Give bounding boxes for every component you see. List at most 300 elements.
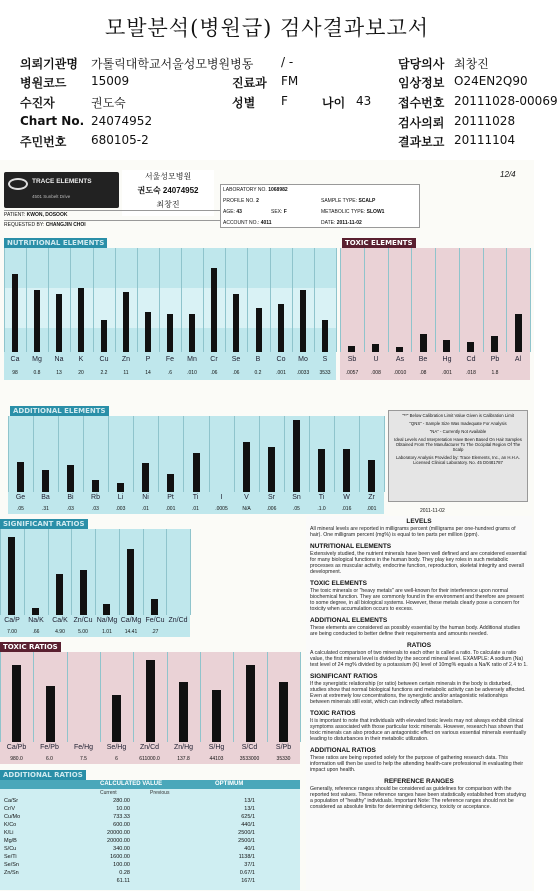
label-s/pb: S/Pb (275, 744, 292, 751)
label-al: Al (514, 356, 522, 363)
receipt-value: 20111028-00069 (454, 94, 558, 108)
label-ca/k: Ca/K (52, 617, 68, 624)
bar-v (243, 442, 250, 492)
grid-line (95, 529, 96, 615)
clinical-label: 임상정보 (398, 76, 445, 90)
interp-text-7: These ratios are being reported solely for the purpose of gathering research data. This information will then be used to help the attending health-care professional in evaluating their impact upon health. (310, 755, 524, 773)
bar-sr (268, 447, 275, 492)
value-14: 3533 (319, 370, 331, 376)
grid-line (270, 248, 271, 352)
value-6: 14 (145, 370, 151, 376)
grid-line (459, 248, 460, 352)
value-8: .010 (187, 370, 197, 376)
interp-text-8: Generally, reference ranges should be considered as guidelines for comparison with the reported test values. These reference ranges have been statistically established from studying a population of "healthy" individuals. Important Note: The reference ranges should not be considered as absolute limits for determining deficiency, toxicity or acceptance. (310, 786, 526, 810)
significant-section-title: SIGNIFICANT RATIOS (0, 519, 88, 529)
interp-heading-1: NUTRITIONAL ELEMENTS (310, 543, 392, 550)
label-i: I (220, 494, 223, 501)
stamp-hospital: 서울성모병원 (144, 172, 192, 181)
age-label: 나이 (322, 96, 346, 110)
bar-ti (193, 453, 200, 492)
ratio-current: 20000.00 (107, 838, 130, 844)
exam-request-value: 20111028 (454, 114, 516, 128)
bar-ni (142, 463, 149, 492)
bar-w (343, 449, 350, 492)
grid-line (233, 652, 234, 742)
grid-line (24, 529, 25, 615)
grid-line (225, 248, 226, 352)
bar-na/k (32, 608, 39, 615)
grid-line (336, 248, 337, 352)
grid-line (166, 529, 167, 615)
label-ca/mg: Ca/Mg (120, 617, 142, 624)
label-w: W (343, 494, 350, 501)
receipt-label: 접수번호 (398, 96, 445, 110)
ratio-current: 280.00 (113, 798, 130, 804)
grid-line (209, 416, 210, 492)
current-header: Current (100, 790, 117, 796)
value-0: 7.00 (7, 629, 17, 635)
ratio-optimum: 440/1 (241, 822, 255, 828)
lab-logo (4, 172, 119, 208)
legend-line-2: "QNS" - Sample Size Was Inadequate For Analysis (409, 421, 507, 426)
value-1: .31 (42, 506, 49, 512)
ratio-optimum: 40/1 (244, 846, 255, 852)
lab-date: 2011-11-02 (336, 220, 362, 226)
bar-ca/mg (127, 549, 134, 615)
value-0: 980.0 (10, 756, 23, 762)
legend-line-4: Ideal Levels And Interpretation Have Been Based On Hair Samples Obtained From The Manufacturer To The Occipital Region Of The Scalp (394, 437, 522, 452)
grid-line (309, 416, 310, 492)
result-report-value: 20111104 (454, 133, 516, 147)
value-3: 20 (78, 370, 84, 376)
bar-ca/pb (12, 665, 21, 742)
account-no: 4011 (260, 220, 272, 226)
significant-chart (0, 529, 190, 637)
bar-zr (368, 460, 375, 492)
grid-line (115, 248, 116, 352)
grid-line (119, 529, 120, 615)
ratio-name: S/Cu (4, 846, 17, 852)
grid-line (292, 248, 293, 352)
label-ge: Ge (15, 494, 26, 501)
reg-no-value: 680105-2 (91, 133, 149, 147)
grid-line (259, 416, 260, 492)
toxic-section-title: TOXIC ELEMENTS (342, 238, 416, 248)
bar-ge (17, 462, 24, 492)
bar-b (256, 308, 262, 352)
patient-row: PATIENT: KWON, DOSOOK (4, 210, 220, 219)
bar-zn (123, 292, 129, 352)
value-0: .05 (17, 506, 24, 512)
requested-row: REQUESTED BY: CHANGJIN CHOI (4, 220, 220, 229)
interp-heading-7: ADDITIONAL RATIOS (310, 747, 376, 754)
grid-line (267, 652, 268, 742)
ratio-optimum: 1138/1 (238, 854, 255, 860)
doctor-value: 최창진 (454, 57, 489, 71)
grid-line (384, 416, 385, 492)
grid-line (133, 416, 134, 492)
clinical-value: O24EN2Q90 (454, 74, 528, 88)
dept-value: FM (281, 74, 299, 88)
bar-ca (12, 274, 18, 352)
ratio-optimum: 625/1 (241, 814, 255, 820)
nutritional-section-title: NUTRITIONAL ELEMENTS (4, 238, 107, 248)
label-fe/pb: Fe/Pb (40, 744, 59, 751)
institution-label: 의뢰기관명 (20, 57, 78, 71)
bar-zn/hg (179, 682, 188, 742)
grid-line (411, 248, 412, 352)
grid-line (200, 652, 201, 742)
interp-text-1: Extensively studied, the nutrient minerals have been well defined and are considered essential for many biological functions in the human body. They play key roles in such metabolic processes as muscular activity, endocrine function, reproduction, skeletal integrity and overall development. (310, 551, 527, 575)
grid-line (284, 416, 285, 492)
report-title: 모발분석(병원급) 검사결과보고서 (104, 16, 430, 40)
ratio-current: 10.00 (116, 806, 130, 812)
bar-zn/cu (80, 570, 87, 615)
interp-text-2: The toxic minerals or "heavy metals" are well-known for their interference upon normal biochemical function. They are commonly found in the environment and therefore are present to some degree, in all biological systems. However, these metals clearly pose a concern for toxicity when accumulation occurs to excess. (310, 588, 524, 612)
grid-line (190, 529, 191, 615)
grid-line (203, 248, 204, 352)
toxic-ratios-chart (0, 652, 300, 764)
value-12: .001 (276, 370, 286, 376)
grid-line (388, 248, 389, 352)
label-li: Li (117, 494, 124, 501)
legend-line-3: "NA" - Currently Not Available (429, 429, 487, 434)
value-0: 98 (12, 370, 18, 376)
reg-no-label: 주민번호 (20, 135, 67, 149)
interp-heading-4: RATIOS (406, 642, 432, 649)
label-bi: Bi (67, 494, 74, 501)
value-1: .66 (32, 629, 40, 635)
grid-line (506, 248, 507, 352)
value-2: 4.90 (55, 629, 65, 635)
label-ni: Ni (142, 494, 149, 501)
grid-line (58, 416, 59, 492)
ratio-current: 733.33 (113, 814, 130, 820)
interp-heading-3: ADDITIONAL ELEMENTS (310, 617, 388, 624)
value-2: .0010 (393, 370, 407, 376)
label-zn: Zn (121, 356, 131, 363)
nutritional-chart (4, 248, 336, 380)
label-mg: Mg (32, 356, 42, 363)
value-5: 137.8 (177, 756, 190, 762)
label-fe/hg: Fe/Hg (73, 744, 94, 751)
bar-s/pb (279, 682, 288, 742)
metabolic-type: SLOW1 (366, 209, 385, 215)
label-mn: Mn (187, 356, 197, 363)
lab-age: 43 (236, 209, 242, 215)
label-sr: Sr (268, 494, 275, 501)
margin-note: 12/4 (500, 170, 516, 179)
value-13: .0033 (296, 370, 310, 376)
bar-s/hg (212, 690, 221, 742)
ratio-optimum: 37/1 (244, 862, 255, 868)
bar-mg (34, 290, 40, 352)
interp-heading-0: LEVELS (406, 518, 432, 525)
grid-line (181, 248, 182, 352)
bar-rb (92, 480, 99, 492)
bar-fe/pb (46, 686, 55, 742)
grid-line (483, 248, 484, 352)
value-9: .06 (210, 370, 218, 376)
label-hg: Hg (442, 356, 452, 363)
lab-address: 4501 Sunbelt Drive (32, 194, 71, 199)
value-4: 1.01 (102, 629, 112, 635)
bar-mn (189, 314, 195, 352)
sample-type: SCALP (358, 198, 376, 204)
lab-no: 1068982 (268, 187, 288, 193)
grid-line (340, 248, 341, 352)
grid-line (71, 529, 72, 615)
value-2: 13 (56, 370, 62, 376)
value-2: 7.5 (80, 756, 87, 762)
label-ca/p: Ca/P (4, 617, 20, 624)
grid-line (70, 248, 71, 352)
logo-text: TRACE ELEMENTS (32, 178, 92, 185)
label-b: B (255, 356, 261, 363)
label-cr: Cr (210, 356, 218, 363)
grid-line (359, 416, 360, 492)
grid-line (435, 248, 436, 352)
stamp-doctor: 최창진 (156, 200, 180, 209)
label-mo: Mo (298, 356, 308, 363)
ratio-optimum: 13/1 (244, 806, 255, 812)
chart-no-value: 24074952 (91, 114, 153, 128)
toxic-ratios-section-title: TOXIC RATIOS (0, 642, 61, 652)
value-6: .27 (151, 629, 159, 635)
bar-co (278, 304, 284, 352)
label-ti: Ti (192, 494, 199, 501)
lab-sex: F (283, 209, 287, 215)
bar-u (372, 344, 379, 352)
value-12: .1.0 (317, 506, 326, 512)
label-sb: Sb (347, 356, 357, 363)
label-sn: Sn (292, 494, 301, 501)
ratio-name: Se/Ti (4, 854, 17, 860)
bar-fe (167, 314, 173, 352)
bar-s/cd (246, 665, 255, 742)
label-na/mg: Na/Mg (96, 617, 118, 624)
label-zn/cd: Zn/Cd (168, 617, 188, 624)
interp-text-6: It is important to note that individuals with elevated toxic levels may not always exhibit clinical symptoms associated with those particular toxic minerals. However, research has shown that toxic minerals can also produce an antagonistic effect on various essential minerals eventually leading to disturbances in their metabolic utilization. (310, 718, 527, 742)
grid-line (158, 416, 159, 492)
bar-ca/k (56, 574, 63, 615)
value-3: 5.00 (78, 629, 88, 635)
bar-p (145, 312, 151, 352)
previous-header: Previous (150, 790, 170, 796)
ratio-name: K/Co (4, 822, 17, 828)
bar-na/mg (103, 604, 110, 615)
grid-line (167, 652, 168, 742)
value-6: 1.8 (491, 370, 499, 376)
label-as: As (395, 356, 405, 363)
value-4: .001 (442, 370, 452, 376)
grid-line (48, 248, 49, 352)
interp-text-5: If the synergistic relationship (or ratio) between certain minerals in the body is disturbed, studies show that normal biological functions and metabolic activity can be adversely affected. Even at extremely low concentrations, the synergistic and/or antagonistic relationships between minerals still exist, which can indirectly affect metabolism. (310, 681, 526, 705)
ratio-name: Zn/Sn (4, 870, 19, 876)
label-na/k: Na/K (28, 617, 44, 624)
label-u: U (373, 356, 379, 363)
label-fe/cu: Fe/Cu (145, 617, 165, 624)
ratio-optimum: 2500/1 (238, 830, 255, 836)
interp-text-3: These elements are considered as possibly essential by the human body. Additional studies are being conducted to better define their requirements and amounts needed. (310, 625, 521, 637)
label-se/hg: Se/Hg (106, 744, 127, 751)
grid-line (133, 652, 134, 742)
bar-ca/p (8, 537, 15, 615)
additional-ratios-section-title: ADDITIONAL RATIOS (0, 770, 86, 780)
bar-ba (42, 470, 49, 492)
value-6: 44103 (209, 756, 224, 762)
value-9: N/A (242, 506, 251, 512)
ratio-current: 340.00 (113, 846, 130, 852)
bar-cr (211, 268, 217, 352)
grid-line (314, 248, 315, 352)
dept-label: 진료과 (232, 76, 267, 90)
interpretation-panel (306, 516, 532, 890)
ratio-optimum: 0.67/1 (239, 870, 255, 876)
bar-s (322, 320, 328, 352)
label-zn/cd: Zn/Cd (139, 744, 160, 751)
label-s: S (322, 356, 328, 363)
chart-no-label: Chart No. (20, 114, 85, 128)
ratio-name: Se/Sn (4, 862, 19, 868)
value-5: 14.41 (124, 629, 138, 635)
additional-chart (8, 416, 384, 514)
value-7: .6 (167, 370, 173, 376)
bar-bi (67, 465, 74, 492)
patient-name-value: 권도숙 (91, 96, 126, 110)
value-8: 35330 (276, 756, 291, 762)
label-pb: Pb (490, 356, 500, 363)
bar-k (78, 288, 84, 352)
label-se: Se (231, 356, 241, 363)
grid-line (33, 652, 34, 742)
interp-heading-5: SIGNIFICANT RATIOS (310, 673, 378, 680)
label-zr: Zr (368, 494, 375, 501)
ratio-name: Cu/Mo (4, 814, 21, 820)
label-s/cd: S/Cd (241, 744, 258, 751)
doctor-label: 담당의사 (398, 57, 445, 71)
interp-text-0: All mineral levels are reported in milligrams percent (milligrams per one-hundred grams of hair). One milligram percent (mg%) is equal to ten parts per million (ppm). (310, 526, 516, 538)
ratio-optimum: 13/1 (244, 798, 255, 804)
grid-line (67, 652, 68, 742)
grid-line (83, 416, 84, 492)
value-6: .001 (165, 506, 176, 512)
label-co: Co (276, 356, 286, 363)
ratio-name: Cr/V (4, 806, 15, 812)
patient-name: KWON, DOSOOK (26, 212, 68, 218)
label-s/hg: S/Hg (208, 744, 225, 751)
bar-li (117, 483, 124, 492)
result-report-label: 결과보고 (398, 135, 445, 149)
hospital-code-value: 15009 (91, 74, 130, 88)
value-5: .01 (142, 506, 149, 512)
grid-line (108, 416, 109, 492)
value-0: .0057 (345, 370, 359, 376)
grid-line (300, 652, 301, 742)
ratio-current: 100.00 (113, 862, 130, 868)
ratio-name: Mg/B (4, 838, 17, 844)
bar-as (396, 347, 403, 352)
value-4: .003 (115, 506, 126, 512)
ratio-optimum: 167/1 (241, 878, 255, 884)
grid-line (183, 416, 184, 492)
toxic-chart (340, 248, 530, 380)
bar-pt (167, 474, 174, 492)
label-v: V (244, 494, 249, 501)
label-pt: Pt (167, 494, 174, 501)
bar-sb (348, 346, 355, 352)
label-ca/pb: Ca/Pb (6, 744, 27, 751)
grid-line (137, 248, 138, 352)
grid-line (4, 248, 5, 352)
legend-date: 2011-11-02 (420, 508, 445, 514)
bar-fe/cu (151, 599, 158, 615)
ratio-current: 61.11 (116, 878, 130, 884)
interp-heading-8: REFERENCE RANGES (384, 778, 454, 785)
label-cd: Cd (466, 356, 476, 363)
additional-section-title: ADDITIONAL ELEMENTS (10, 406, 109, 416)
value-3: 6 (115, 756, 118, 762)
value-7: 3533000 (239, 756, 260, 762)
grid-line (334, 416, 335, 492)
age-value: 43 (356, 94, 372, 108)
interp-heading-6: TOXIC RATIOS (310, 710, 356, 717)
bar-be (420, 334, 427, 352)
legend-line-5: Laboratory Analysis Provided by: Trace Elements, Inc., an H.H.A. Licensed Clinical Laboratory. No. 45 D0481787 (396, 455, 520, 465)
ratio-optimum: 2500/1 (238, 838, 255, 844)
label-p: P (145, 356, 151, 363)
grid-line (364, 248, 365, 352)
grid-line (159, 248, 160, 352)
bar-al (515, 314, 522, 352)
value-3: .08 (419, 370, 427, 376)
lab-report-scan (0, 160, 534, 891)
value-13: .016 (341, 506, 352, 512)
ratio-current: 20000.00 (107, 830, 130, 836)
label-cu: Cu (99, 356, 109, 363)
grid-line (234, 416, 235, 492)
bar-hg (443, 340, 450, 352)
bar-se/hg (112, 695, 121, 742)
legend-line-1: "**" Below Calibration Limit Value Given is Calibration Limit (402, 413, 514, 418)
grid-line (8, 416, 9, 492)
grid-line (247, 248, 248, 352)
hospital-code-label: 병원코드 (20, 76, 67, 90)
value-4: 611000.0 (139, 756, 160, 762)
value-5: 11 (123, 370, 129, 376)
value-4: 2.2 (100, 370, 108, 376)
label-na: Na (54, 356, 64, 363)
value-1: 6.0 (46, 756, 53, 762)
value-10: .006 (266, 506, 277, 512)
grid-line (33, 416, 34, 492)
profile-no: 2 (256, 198, 259, 204)
value-5: .018 (466, 370, 476, 376)
calc-header: CALCULATED VALUE (100, 781, 163, 787)
sex-label: 성별 (232, 96, 256, 110)
grid-line (0, 529, 1, 615)
legend-box (388, 410, 528, 502)
value-7: .01 (192, 506, 199, 512)
requested-by: CHANGJIN CHOI (45, 222, 86, 228)
bar-sn (293, 420, 300, 492)
ratio-current: 1600.00 (110, 854, 130, 860)
value-8: .0005 (215, 506, 228, 512)
bar-zn/cd (146, 660, 155, 742)
bar-pb (491, 336, 498, 352)
label-fe: Fe (165, 356, 175, 363)
stamp-name: 권도숙 24074952 (137, 186, 199, 195)
